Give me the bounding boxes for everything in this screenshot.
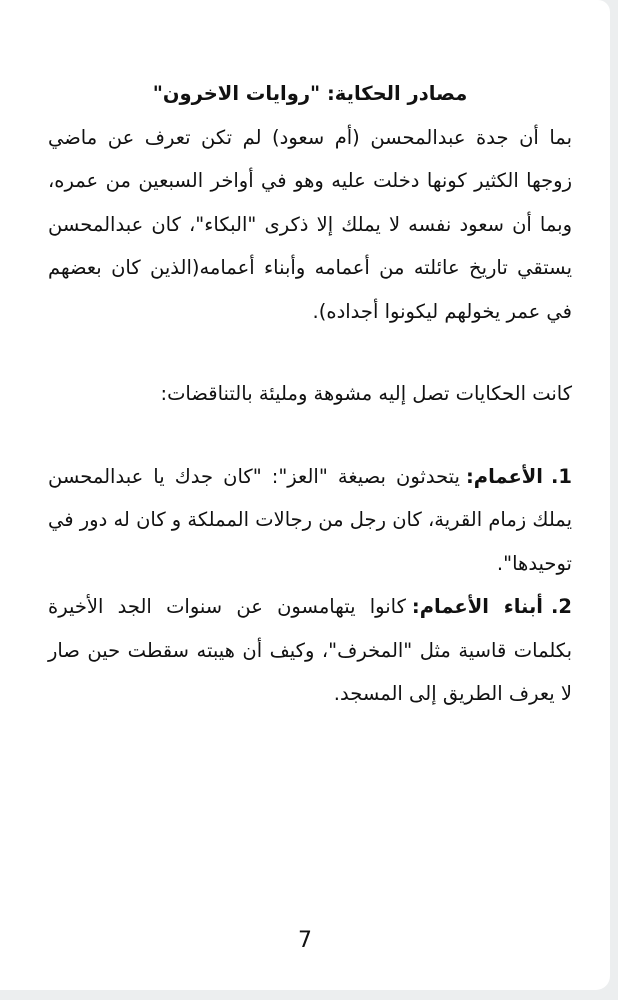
- list-item-term: أبناء الأعمام:: [411, 595, 543, 618]
- paragraph-gap: [48, 333, 572, 372]
- paragraph-gap: [48, 416, 572, 455]
- section-title: مصادر الحكاية: "روايات الاخرون": [152, 82, 468, 105]
- list-item: [48, 455, 572, 586]
- lead-paragraph: كانت الحكايات تصل إليه مشوهة ومليئة بالتناقضات:: [160, 382, 572, 405]
- list-item-number: 2.: [550, 595, 572, 618]
- page-number: 7: [298, 928, 312, 953]
- page-content: [48, 72, 572, 716]
- list-item-text: يتحدثون بصيغة "العز": "كان جدك يا عبدالمحسن يملك زمام القرية، كان رجل من رجالات المملكة و كان له دور في توحيدها".: [47, 464, 572, 575]
- list-item-text: كانوا يتهامسون عن سنوات الجد الأخيرة بكلمات قاسية مثل "المخرف"، وكيف أن هيبته سقطت حين صار لا يعرف الطريق إلى المسجد.: [48, 595, 572, 705]
- list-item-number: 1.: [551, 464, 572, 488]
- intro-paragraph: بما أن جدة عبدالمحسن (أم سعود) لم تكن تعرف عن ماضي زوجها الكثير كونها دخلت عليه وهو في أواخر السبعين من عمره، وبما أن سعود نفسه لا يملك إلا ذكرى "البكاء"، كان عبدالمحسن يستقي تاريخ عائلته من أعمامه وأبناء أعمامه(الذين كان بعضهم في عمر يخولهم ليكونوا أجداده).: [48, 125, 572, 323]
- list-item-term: الأعمام:: [465, 464, 543, 488]
- list-item: [48, 585, 572, 716]
